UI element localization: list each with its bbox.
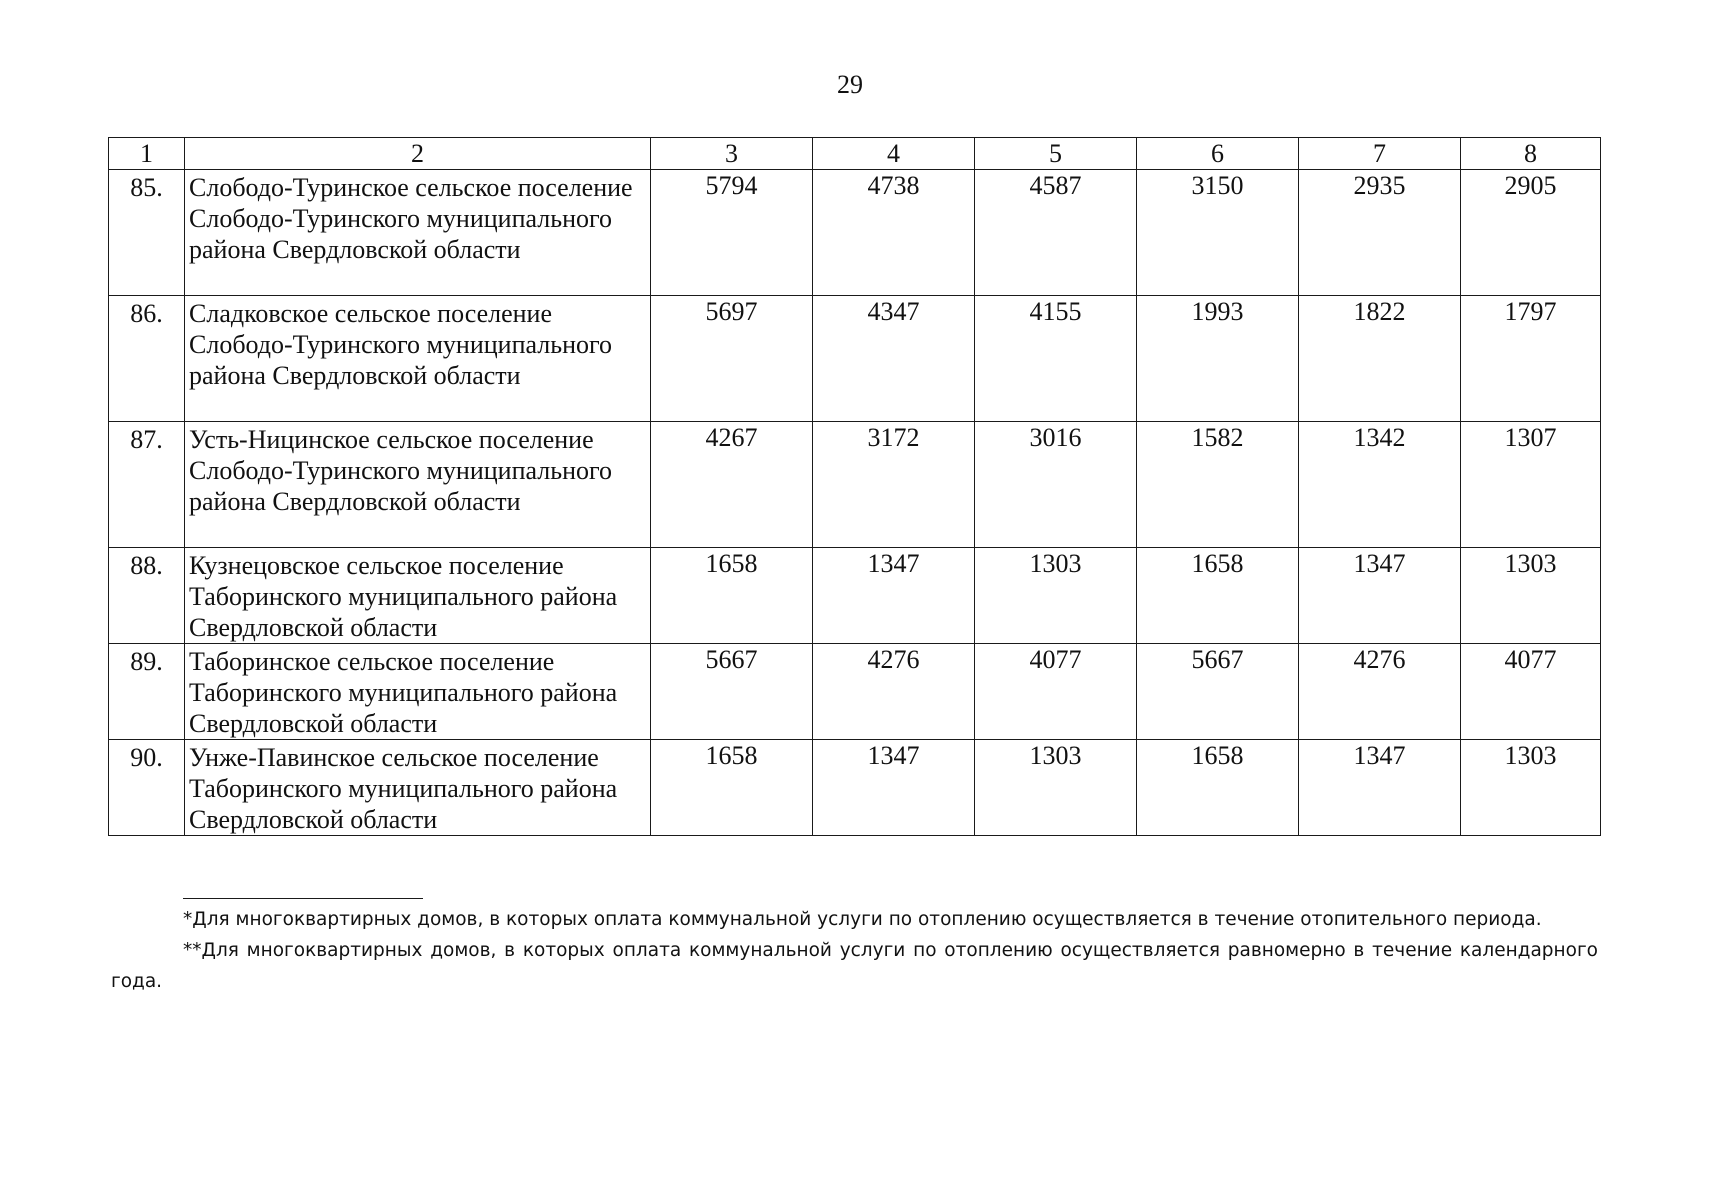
header-cell: 1 xyxy=(109,138,185,170)
settlement-name: Унже-Павинское сельское поселение Таборинского муниципального района Свердловской области xyxy=(185,740,651,836)
header-cell: 4 xyxy=(813,138,975,170)
table-row xyxy=(109,548,1601,644)
header-row xyxy=(109,138,1601,170)
value-cell: 1347 xyxy=(1299,740,1461,836)
table-row xyxy=(109,740,1601,836)
value-cell: 3172 xyxy=(813,422,975,548)
table-row xyxy=(109,296,1601,422)
value-cell: 1658 xyxy=(1137,740,1299,836)
value-cell: 3016 xyxy=(975,422,1137,548)
value-cell: 4267 xyxy=(651,422,813,548)
value-cell: 1993 xyxy=(1137,296,1299,422)
value-cell: 4347 xyxy=(813,296,975,422)
header-cell: 2 xyxy=(185,138,651,170)
settlement-name: Усть-Ницинское сельское поселение Слободо-Туринского муниципального района Свердловской области xyxy=(185,422,651,548)
value-cell: 4077 xyxy=(975,644,1137,740)
value-cell: 1303 xyxy=(975,548,1137,644)
settlement-name: Кузнецовское сельское поселение Таборинского муниципального района Свердловской области xyxy=(185,548,651,644)
footnote-calendar-year: **Для многоквартирных домов, в которых оплата коммунальной услуги по отоплению осуществляется равномерно в течение календарного года. xyxy=(111,940,1598,992)
table-row xyxy=(109,422,1601,548)
value-cell: 1307 xyxy=(1461,422,1601,548)
value-cell: 4276 xyxy=(813,644,975,740)
value-cell: 1342 xyxy=(1299,422,1461,548)
value-cell: 1303 xyxy=(975,740,1137,836)
value-cell: 4738 xyxy=(813,170,975,296)
table-row xyxy=(109,170,1601,296)
value-cell: 1347 xyxy=(1299,548,1461,644)
value-cell: 1822 xyxy=(1299,296,1461,422)
value-cell: 1303 xyxy=(1461,548,1601,644)
header-cell: 6 xyxy=(1137,138,1299,170)
value-cell: 2905 xyxy=(1461,170,1601,296)
value-cell: 3150 xyxy=(1137,170,1299,296)
value-cell: 1582 xyxy=(1137,422,1299,548)
row-number: 85. xyxy=(109,170,185,296)
settlement-name: Сладковское сельское поселение Слободо-Туринского муниципального района Свердловской области xyxy=(185,296,651,422)
value-cell: 5794 xyxy=(651,170,813,296)
header-cell: 5 xyxy=(975,138,1137,170)
value-cell: 2935 xyxy=(1299,170,1461,296)
value-cell: 1658 xyxy=(1137,548,1299,644)
settlement-name: Слободо-Туринское сельское поселение Слободо-Туринского муниципального района Свердловской области xyxy=(185,170,651,296)
row-number: 86. xyxy=(109,296,185,422)
value-cell: 5667 xyxy=(651,644,813,740)
row-number: 88. xyxy=(109,548,185,644)
value-cell: 4077 xyxy=(1461,644,1601,740)
value-cell: 1303 xyxy=(1461,740,1601,836)
header-cell: 8 xyxy=(1461,138,1601,170)
value-cell: 5667 xyxy=(1137,644,1299,740)
value-cell: 4276 xyxy=(1299,644,1461,740)
page-number: 29 xyxy=(837,70,863,99)
table-row xyxy=(109,644,1601,740)
value-cell: 1658 xyxy=(651,548,813,644)
data-table xyxy=(108,137,1601,836)
settlement-name: Таборинское сельское поселение Таборинского муниципального района Свердловской области xyxy=(185,644,651,740)
value-cell: 4587 xyxy=(975,170,1137,296)
row-number: 90. xyxy=(109,740,185,836)
value-cell: 1658 xyxy=(651,740,813,836)
header-cell: 3 xyxy=(651,138,813,170)
value-cell: 1347 xyxy=(813,548,975,644)
value-cell: 1347 xyxy=(813,740,975,836)
header-cell: 7 xyxy=(1299,138,1461,170)
footnote-divider xyxy=(183,898,423,899)
value-cell: 1797 xyxy=(1461,296,1601,422)
footnote-heating-period: *Для многоквартирных домов, в которых оплата коммунальной услуги по отоплению осуществляется в течение отопительного периода. xyxy=(183,909,1542,930)
row-number: 89. xyxy=(109,644,185,740)
value-cell: 5697 xyxy=(651,296,813,422)
value-cell: 4155 xyxy=(975,296,1137,422)
footnotes xyxy=(111,904,1598,997)
row-number: 87. xyxy=(109,422,185,548)
